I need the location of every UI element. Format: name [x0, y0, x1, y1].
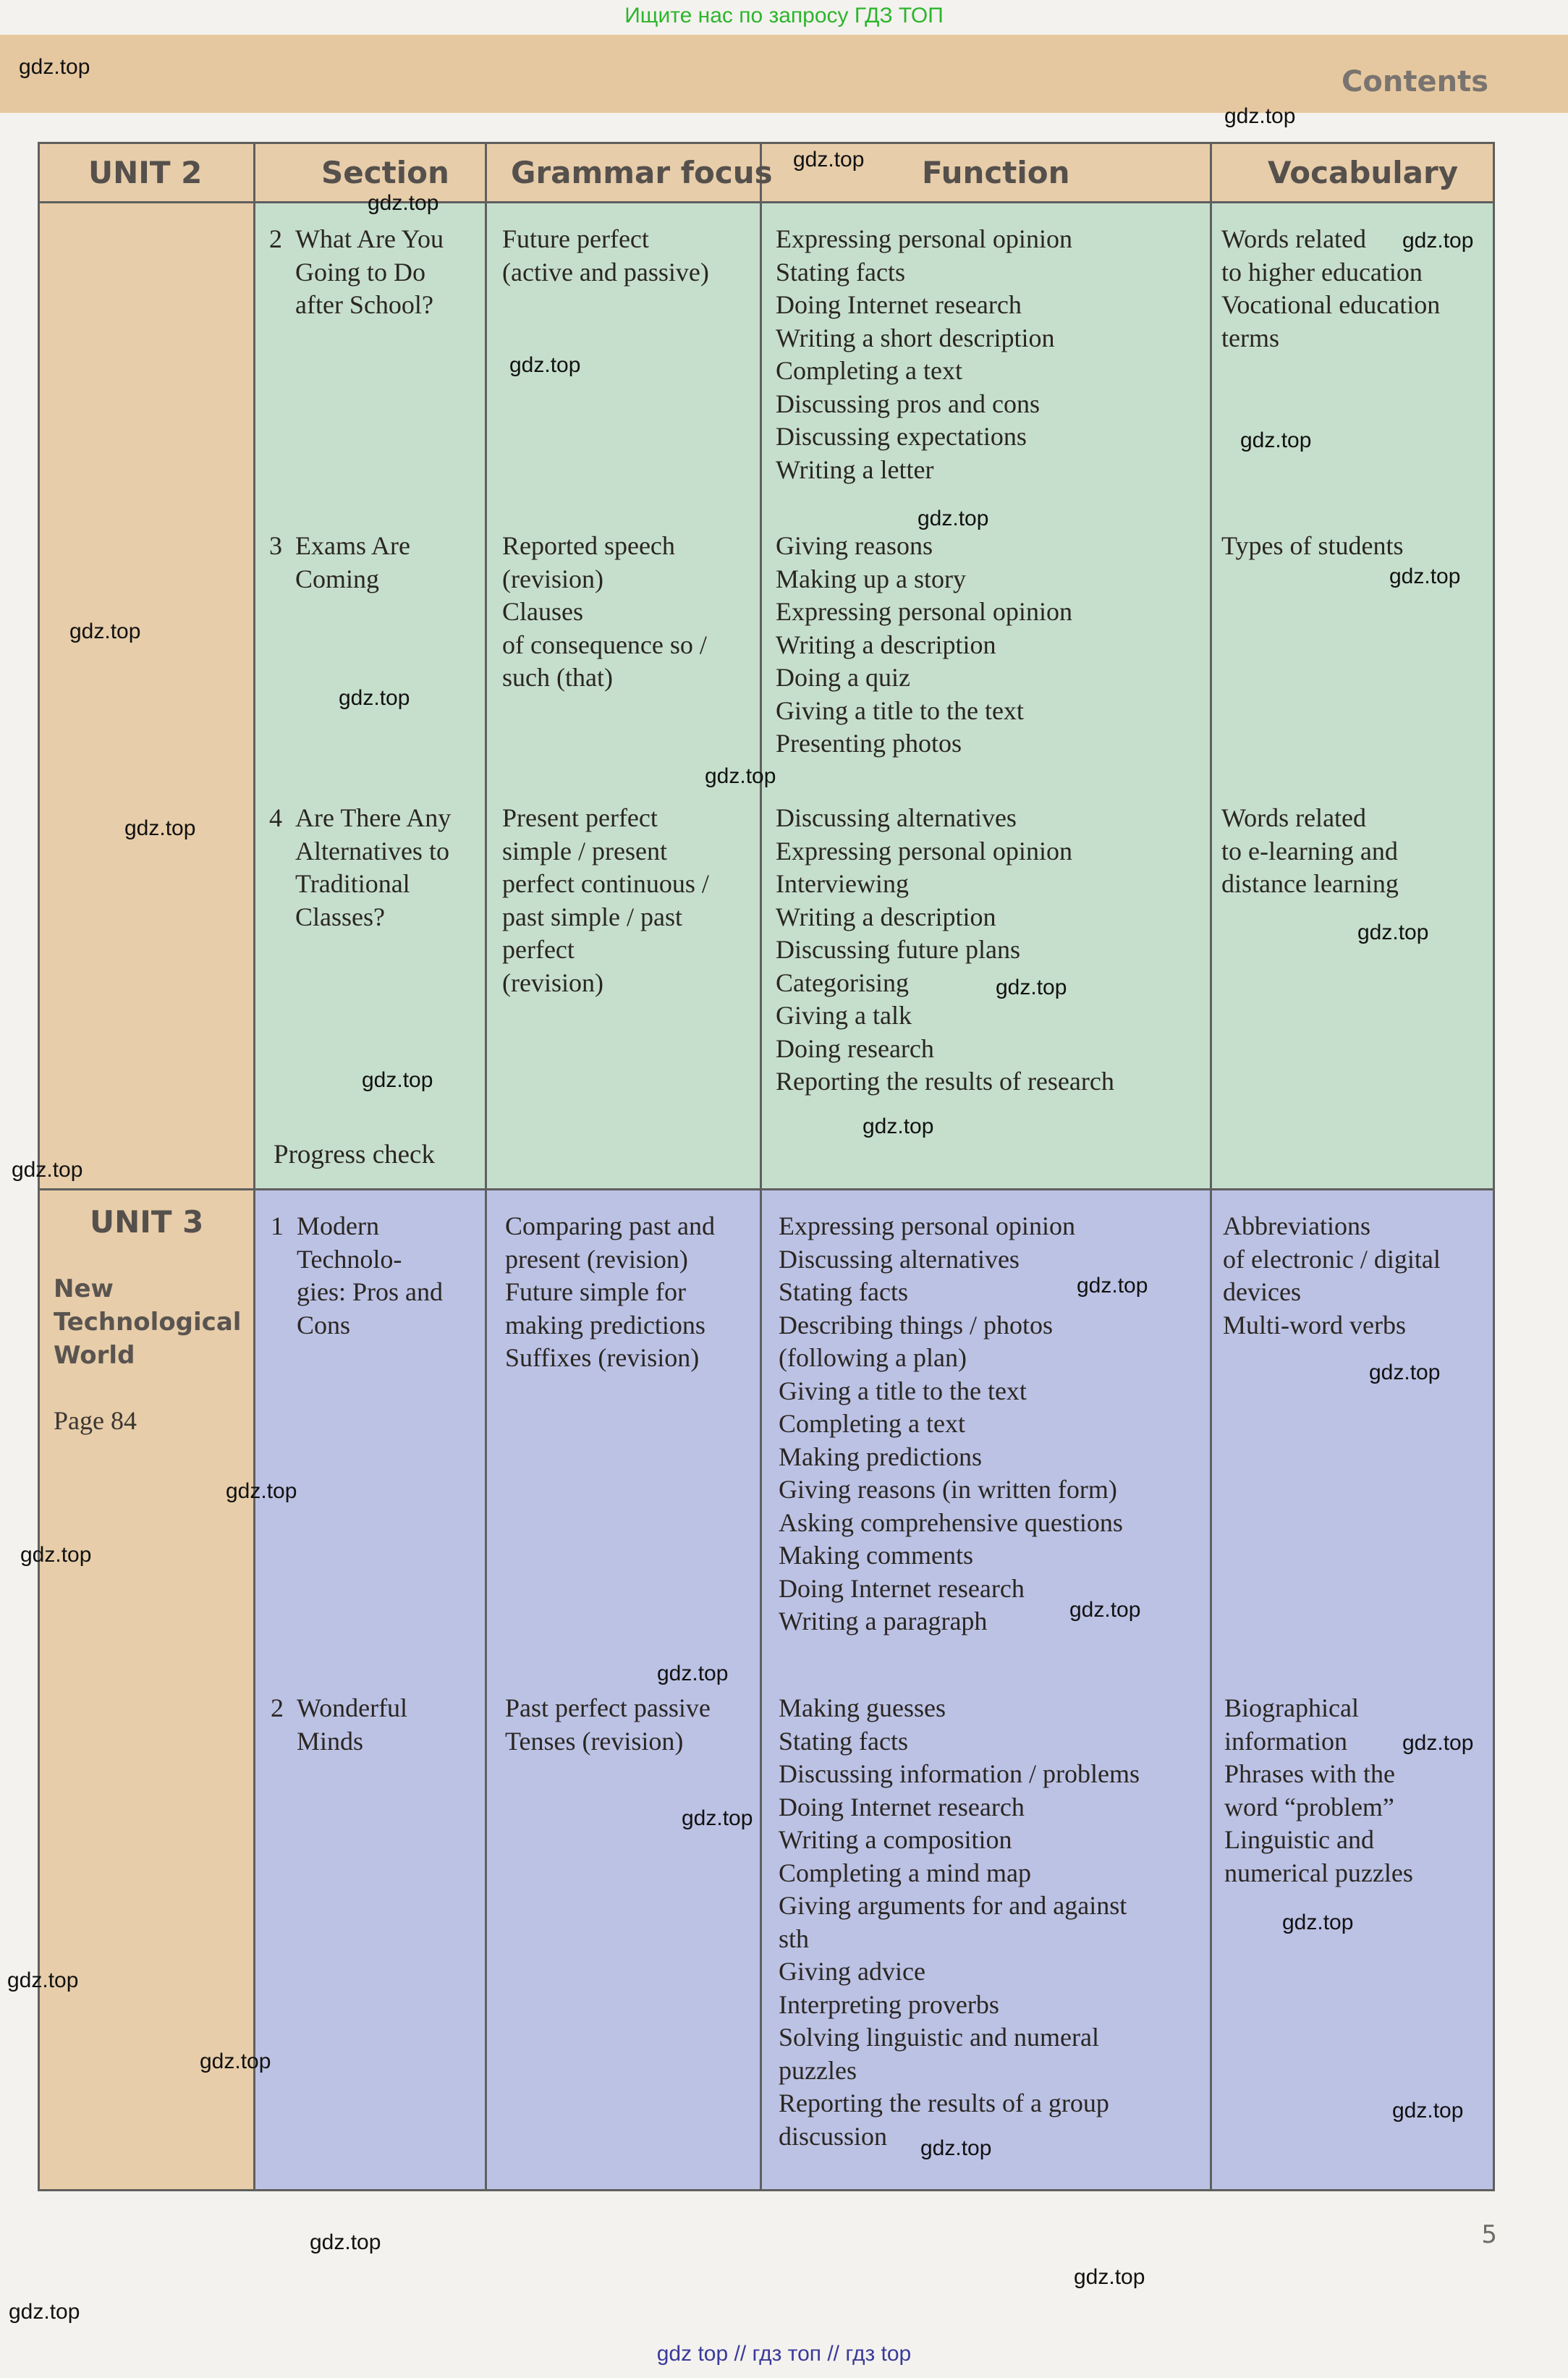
section-cell	[269, 530, 479, 596]
function-cell	[779, 1692, 1205, 2153]
grammar-line: Tenses (revision)	[505, 1726, 684, 1756]
grammar-cell	[502, 802, 755, 999]
watermark: gdz.top	[1402, 229, 1474, 253]
function-line: Solving linguistic and numeral	[779, 2023, 1099, 2052]
grammar-cell	[505, 1210, 758, 1375]
section-title-line: Exams Are	[295, 531, 410, 560]
top-banner: Ищите нас по запросу ГДЗ ТОП	[624, 4, 944, 27]
unit3-subtitle-line: New	[54, 1274, 114, 1303]
vocabulary-line: Multi-word verbs	[1223, 1310, 1406, 1340]
watermark: gdz.top	[200, 2049, 271, 2073]
function-line: Expressing personal opinion	[776, 597, 1072, 626]
function-line: Asking comprehensive questions	[779, 1507, 1123, 1537]
vocabulary-cell	[1223, 1210, 1491, 1342]
function-line: Completing a text	[779, 1409, 965, 1438]
function-line: Discussing expectations	[776, 422, 1027, 451]
watermark: gdz.top	[657, 1662, 729, 1685]
section-number: 1	[271, 1211, 284, 1240]
function-line: Doing Internet research	[779, 1573, 1025, 1603]
watermark: gdz.top	[1077, 1274, 1148, 1298]
function-line: Making comments	[779, 1541, 973, 1570]
function-line: Reporting the results of a group	[779, 2089, 1109, 2117]
function-line: Completing a text	[776, 356, 962, 385]
vocabulary-line: Vocational education	[1221, 290, 1441, 319]
grammar-header: Grammar focus	[511, 155, 773, 190]
function-line: Giving reasons	[776, 531, 933, 560]
watermark: gdz.top	[339, 686, 410, 710]
vocabulary-line: to e-learning and	[1221, 836, 1398, 866]
watermark: gdz.top	[509, 353, 581, 377]
function-line: Giving a title to the text	[779, 1376, 1027, 1405]
function-line: Making predictions	[779, 1442, 982, 1471]
section-title-line: Alternatives to	[295, 836, 449, 866]
unit3-subtitle-line: World	[54, 1341, 135, 1370]
function-line: Giving a talk	[776, 1001, 912, 1030]
watermark: gdz.top	[918, 507, 989, 530]
grammar-line: perfect	[502, 935, 575, 964]
grammar-line: present (revision)	[505, 1244, 688, 1274]
function-line: sth	[779, 1924, 810, 1953]
watermark: gdz.top	[226, 1479, 297, 1503]
function-line: Discussing future plans	[776, 935, 1020, 964]
watermark: gdz.top	[682, 1806, 753, 1830]
watermark: gdz.top	[310, 2230, 381, 2254]
vocabulary-cell	[1224, 1692, 1492, 1890]
watermark: gdz.top	[12, 1158, 83, 1182]
grammar-line: Clauses	[502, 597, 583, 626]
function-header: Function	[922, 155, 1070, 190]
grammar-line: (revision)	[502, 564, 603, 593]
unit3-subtitle-line: Technological	[54, 1308, 242, 1337]
vocabulary-cell	[1221, 802, 1489, 901]
section-number: 4	[269, 803, 282, 832]
grammar-line: Past perfect passive	[505, 1693, 711, 1722]
function-line: Stating facts	[776, 257, 905, 287]
grammar-line: Future perfect	[502, 224, 649, 253]
vocabulary-line: numerical puzzles	[1224, 1858, 1413, 1887]
function-line: Doing a quiz	[776, 663, 910, 692]
watermark: gdz.top	[69, 619, 141, 643]
section-title-line: Wonderful	[297, 1693, 408, 1722]
grammar-line: such (that)	[502, 663, 613, 692]
function-cell	[776, 530, 1203, 761]
section-title-line: What Are You	[295, 224, 444, 253]
function-line: Making guesses	[779, 1693, 946, 1722]
unit3-subtitle	[54, 1272, 241, 1372]
function-line: Presenting photos	[776, 729, 962, 758]
section-cell	[269, 223, 479, 322]
vocabulary-line: Words related	[1221, 803, 1367, 832]
page-number: 5	[1481, 2220, 1497, 2249]
vocabulary-line: distance learning	[1221, 869, 1399, 898]
section-title-line: Technolo-	[297, 1244, 402, 1274]
function-line: Writing a paragraph	[779, 1607, 988, 1636]
vocabulary-line: word “problem”	[1224, 1792, 1394, 1821]
function-line: discussion	[779, 2121, 888, 2151]
watermark: gdz.top	[1240, 428, 1312, 452]
function-line: Writing a description	[776, 902, 996, 931]
grammar-line: of consequence so /	[502, 630, 707, 659]
function-line: Completing a mind map	[779, 1858, 1031, 1887]
grammar-cell	[502, 223, 755, 289]
function-line: Discussing pros and cons	[776, 389, 1040, 418]
function-line: Doing research	[776, 1033, 934, 1063]
vocabulary-header: Vocabulary	[1268, 155, 1459, 190]
section-cell	[271, 1692, 480, 1758]
grammar-line: Future simple for	[505, 1277, 686, 1306]
function-cell	[776, 802, 1203, 1099]
watermark: gdz.top	[920, 2136, 992, 2160]
section-cell	[269, 802, 479, 934]
grammar-line: Present perfect	[502, 803, 658, 832]
grammar-line: Comparing past and	[505, 1211, 715, 1240]
watermark: gdz.top	[1369, 1361, 1441, 1384]
section-title-line: Going to Do	[295, 257, 425, 287]
function-line: Writing a letter	[776, 454, 934, 484]
watermark: gdz.top	[1389, 564, 1461, 588]
section-cell	[271, 1210, 480, 1342]
contents-title: Contents	[1342, 65, 1488, 98]
grammar-line: perfect continuous /	[502, 869, 709, 898]
grammar-cell	[505, 1692, 758, 1758]
grammar-cell	[502, 530, 755, 695]
vocabulary-line: Phrases with the	[1224, 1759, 1395, 1788]
unit3-page: Page 84	[54, 1406, 137, 1435]
watermark: gdz.top	[793, 148, 865, 172]
section-title-line: Coming	[295, 564, 380, 593]
function-line: Making up a story	[776, 564, 966, 593]
watermark: gdz.top	[20, 1543, 92, 1567]
function-line: Giving a title to the text	[776, 695, 1024, 725]
grammar-line: simple / present	[502, 836, 667, 866]
function-line: Doing Internet research	[776, 290, 1022, 319]
section-title-line: Modern	[297, 1211, 379, 1240]
function-line: Giving advice	[779, 1957, 925, 1986]
watermark: gdz.top	[9, 2300, 80, 2324]
vocabulary-line: of electronic / digital	[1223, 1244, 1441, 1274]
function-line: Discussing alternatives	[776, 803, 1017, 832]
function-line: Stating facts	[779, 1277, 908, 1306]
section-title-line: Are There Any	[295, 803, 452, 832]
grammar-line: (revision)	[502, 968, 603, 997]
function-line: Writing a composition	[779, 1825, 1012, 1854]
section-title-line: Minds	[297, 1726, 364, 1756]
vocabulary-line: Types of students	[1221, 531, 1404, 560]
section-title-line: Classes?	[295, 902, 385, 931]
function-line: Reporting the results of research	[776, 1067, 1114, 1096]
section-title-line: gies: Pros and	[297, 1277, 443, 1306]
function-line: Describing things / photos	[779, 1310, 1053, 1340]
footer: gdz top // гдз топ // гдз top	[656, 2342, 912, 2366]
grammar-line: past simple / past	[502, 902, 682, 931]
function-line: Expressing personal opinion	[776, 224, 1072, 253]
watermark: gdz.top	[1224, 104, 1296, 128]
section-title-line: Traditional	[295, 869, 410, 898]
unit3-name: UNIT 3	[90, 1204, 204, 1240]
section-number: 3	[269, 531, 282, 560]
watermark: gdz.top	[1392, 2099, 1464, 2123]
grammar-line: (active and passive)	[502, 257, 709, 287]
vocabulary-cell	[1221, 530, 1489, 563]
function-line: Interpreting proverbs	[779, 1989, 999, 2019]
function-line: Writing a short description	[776, 323, 1055, 352]
function-line: Categorising	[776, 968, 909, 997]
function-line: Expressing personal opinion	[779, 1211, 1075, 1240]
section-header: Section	[321, 155, 449, 190]
unit2-header: UNIT 2	[88, 155, 203, 190]
header-band	[0, 35, 1568, 113]
vocabulary-line: to higher education	[1221, 257, 1423, 287]
section-number: 2	[271, 1693, 284, 1722]
section-title-line: Cons	[297, 1310, 351, 1340]
section-number: 2	[269, 224, 282, 253]
watermark: gdz.top	[7, 1968, 79, 1992]
function-line: Giving arguments for and against	[779, 1891, 1127, 1920]
grammar-line: making predictions	[505, 1310, 705, 1340]
vocabulary-line: information	[1224, 1726, 1347, 1756]
function-line: Writing a description	[776, 630, 996, 659]
watermark: gdz.top	[362, 1068, 433, 1092]
section-title-line: after School?	[295, 290, 433, 319]
vocabulary-line: devices	[1223, 1277, 1301, 1306]
progress-check: Progress check	[274, 1140, 435, 1169]
function-line: Expressing personal opinion	[776, 836, 1072, 866]
grammar-line: Reported speech	[502, 531, 675, 560]
function-line: (following a plan)	[779, 1343, 967, 1372]
vocabulary-line: Words related	[1221, 224, 1367, 253]
function-line: Interviewing	[776, 869, 909, 898]
function-line: Discussing alternatives	[779, 1244, 1020, 1274]
function-cell	[776, 223, 1203, 486]
grammar-line: Suffixes (revision)	[505, 1343, 700, 1372]
watermark: gdz.top	[1074, 2265, 1145, 2289]
vocabulary-line: Biographical	[1224, 1693, 1359, 1722]
function-line: puzzles	[779, 2055, 857, 2085]
vocabulary-line: terms	[1221, 323, 1279, 352]
function-line: Doing Internet research	[779, 1792, 1025, 1821]
function-line: Discussing information / problems	[779, 1759, 1140, 1788]
watermark: gdz.top	[1357, 921, 1429, 944]
watermark: gdz.top	[863, 1114, 934, 1138]
vocabulary-line: Linguistic and	[1224, 1825, 1374, 1854]
function-line: Stating facts	[779, 1726, 908, 1756]
watermark: gdz.top	[1282, 1911, 1354, 1934]
watermark: gdz.top	[124, 816, 196, 840]
vocabulary-line: Abbreviations	[1223, 1211, 1370, 1240]
watermark: gdz.top	[705, 764, 776, 788]
watermark: gdz.top	[996, 976, 1067, 999]
function-line: Giving reasons (in written form)	[779, 1475, 1117, 1504]
watermark: gdz.top	[19, 55, 90, 79]
watermark: gdz.top	[1402, 1731, 1474, 1755]
watermark: gdz.top	[368, 191, 439, 215]
watermark: gdz.top	[1069, 1598, 1141, 1622]
